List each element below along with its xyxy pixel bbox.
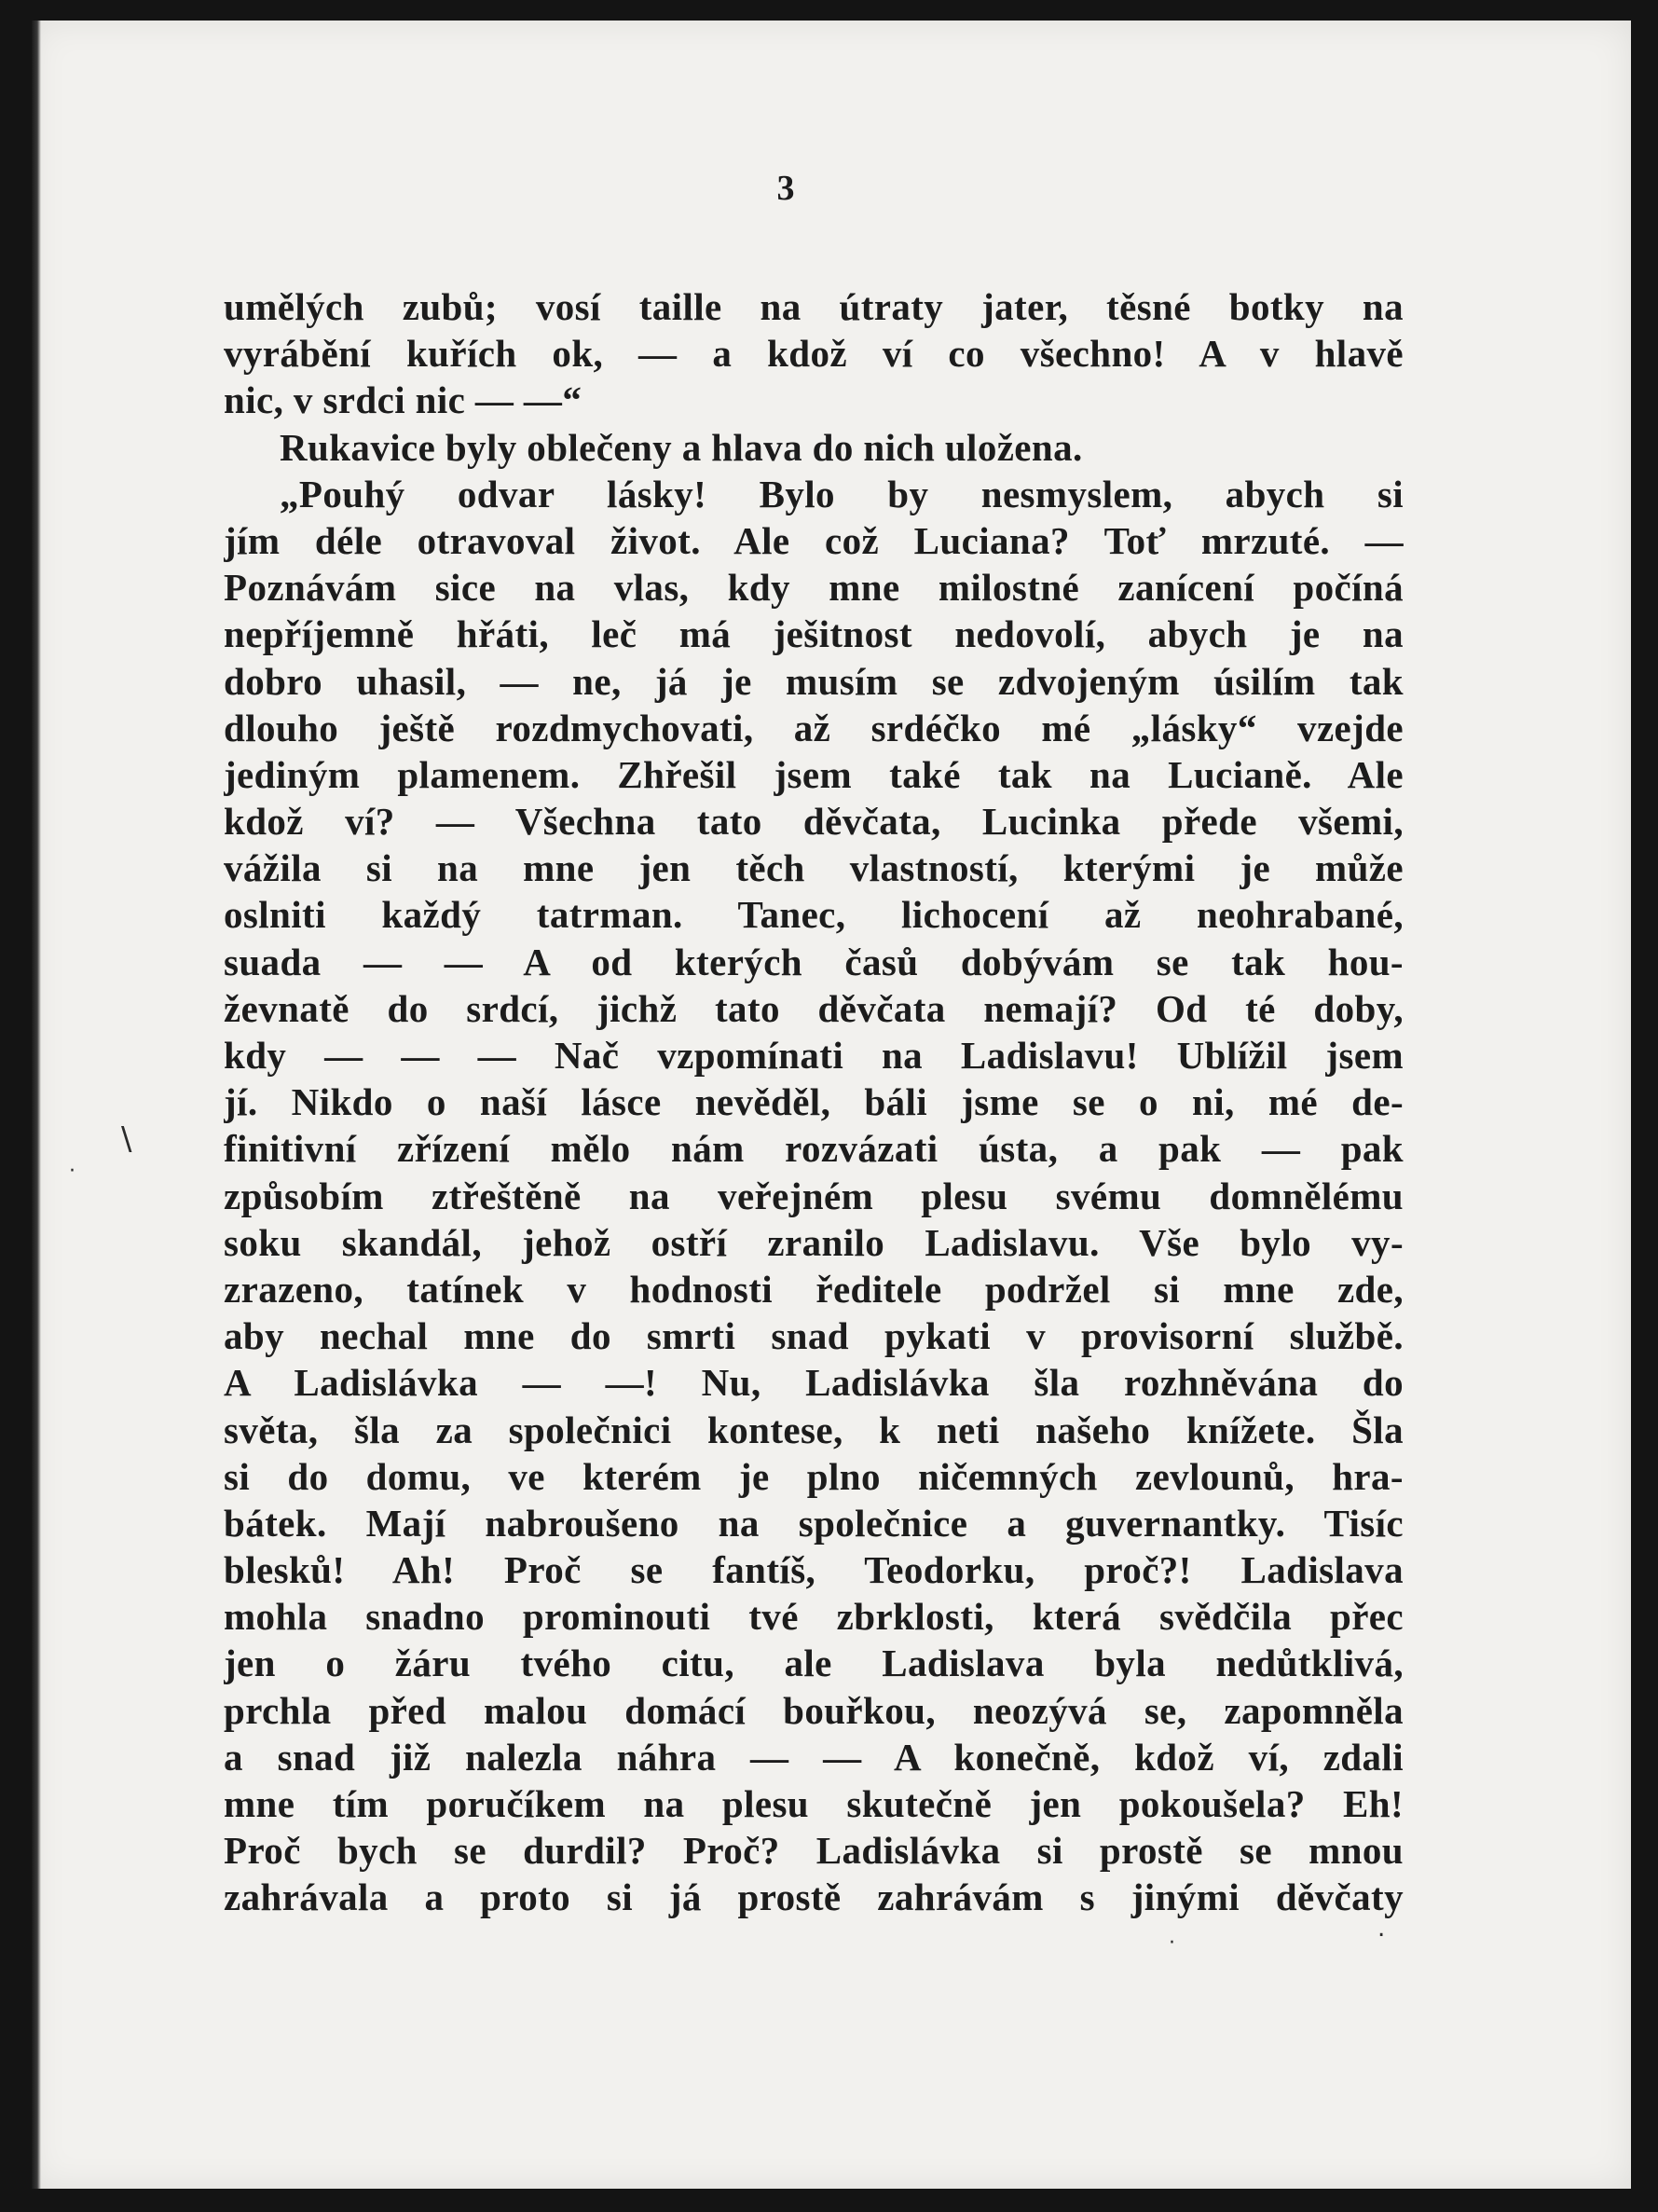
text-line: nic, v srdci nic — —“ (224, 378, 582, 422)
text-line: vyrábění kuřích ok, — a kdož ví co všechno! A v hlavě (224, 332, 1404, 376)
text-line: finitivní zřízení mělo nám rozvázati ústa, a pak — pak (224, 1127, 1404, 1171)
stray-dot: · (69, 1160, 75, 1183)
text-line: Proč bych se durdil? Proč? Ladislávka si prostě se mnou (224, 1829, 1404, 1873)
text-line: světa, šla za společnici kontese, k neti našeho knížete. Šla (224, 1408, 1404, 1451)
text-line: kdy — — — Nač vzpomínati na Ladislavu! Ublížil jsem (224, 1034, 1404, 1077)
text-line: blesků! Ah! Proč se fantíš, Teodorku, proč?! Ladislava (224, 1548, 1404, 1592)
text-line: Poznávám sice na vlas, kdy mne milostné zanícení počíná (224, 566, 1404, 610)
page-number: 3 (776, 169, 795, 208)
body-text (224, 283, 1404, 1921)
text-line: jím déle otravoval život. Ale což Luciana? Toť mrzuté. — (224, 518, 1404, 562)
text-line: umělých zubů; vosí taille na útraty jater, těsné botky na (224, 285, 1404, 328)
text-line: zahrávala a proto si já prostě zahrávám s jinými děvčaty (224, 1875, 1404, 1919)
text-line: suada — — A od kterých časů dobývám se tak hou- (224, 940, 1404, 983)
text-line: vážila si na mne jen těch vlastností, kterými je může (224, 846, 1404, 890)
text-line: a snad již nalezla náhra — — A konečně, kdož ví, zdali (224, 1735, 1404, 1779)
text-line: kdož ví? — Všechna tato děvčata, Lucinka přede všemi, (224, 800, 1404, 844)
text-line: ževnatě do srdcí, jichž tato děvčata nemají? Od té doby, (224, 986, 1404, 1030)
text-line: jediným plamenem. Zhřešil jsem také tak na Lucianě. Ale (224, 752, 1404, 796)
text-line: oslniti každý tatrman. Tanec, lichocení až neohrabané, (224, 893, 1404, 937)
stray-dot: . (1377, 1915, 1386, 1943)
text-line: mne tím poručíkem na plesu skutečně jen pokoušela? Eh! (224, 1782, 1404, 1825)
text-line: bátek. Mají nabroušeno na společnice a guvernantky. Tisíc (224, 1501, 1404, 1545)
text-line: si do domu, ve kterém je plno ničemných zevlounů, hra- (224, 1454, 1404, 1498)
text-line: nepříjemně hřáti, leč má ješitnost nedovolí, abych je na (224, 612, 1404, 656)
text-line: aby nechal mne do smrti snad pykati v provisorní službě. (224, 1314, 1404, 1358)
stray-mark: · (1169, 1931, 1175, 1955)
text-line: „Pouhý odvar lásky! Bylo by nesmyslem, abych si (280, 472, 1404, 515)
text-line: A Ladislávka — —! Nu, Ladislávka šla rozhněvána do (224, 1361, 1404, 1405)
stray-mark: \ (121, 1120, 132, 1158)
text-line: Rukavice byly oblečeny a hlava do nich uložena. (280, 425, 1083, 469)
text-line: jen o žáru tvého citu, ale Ladislava byla nedůtklivá, (224, 1642, 1404, 1685)
text-line: zrazeno, tatínek v hodnosti ředitele podržel si mne zde, (224, 1267, 1404, 1311)
text-line: mohla snadno prominouti tvé zbrklosti, která svědčila přec (224, 1595, 1404, 1639)
text-line: dlouho ještě rozdmychovati, až srdéčko mé „lásky“ vzejde (224, 706, 1404, 749)
text-line: jí. Nikdo o naší lásce nevěděl, báli jsme se o ni, mé de- (224, 1080, 1404, 1124)
text-line: dobro uhasil, — ne, já je musím se zdvojeným úsilím tak (224, 659, 1404, 703)
text-line: způsobím ztřeštěně na veřejném plesu svému domnělému (224, 1174, 1404, 1217)
page-binding-edge (32, 21, 41, 2189)
text-line: soku skandál, jehož ostří zranilo Ladislavu. Vše bylo vy- (224, 1220, 1404, 1264)
book-page (32, 21, 1631, 2189)
text-line: prchla před malou domácí bouřkou, neozývá se, zapomněla (224, 1688, 1404, 1732)
